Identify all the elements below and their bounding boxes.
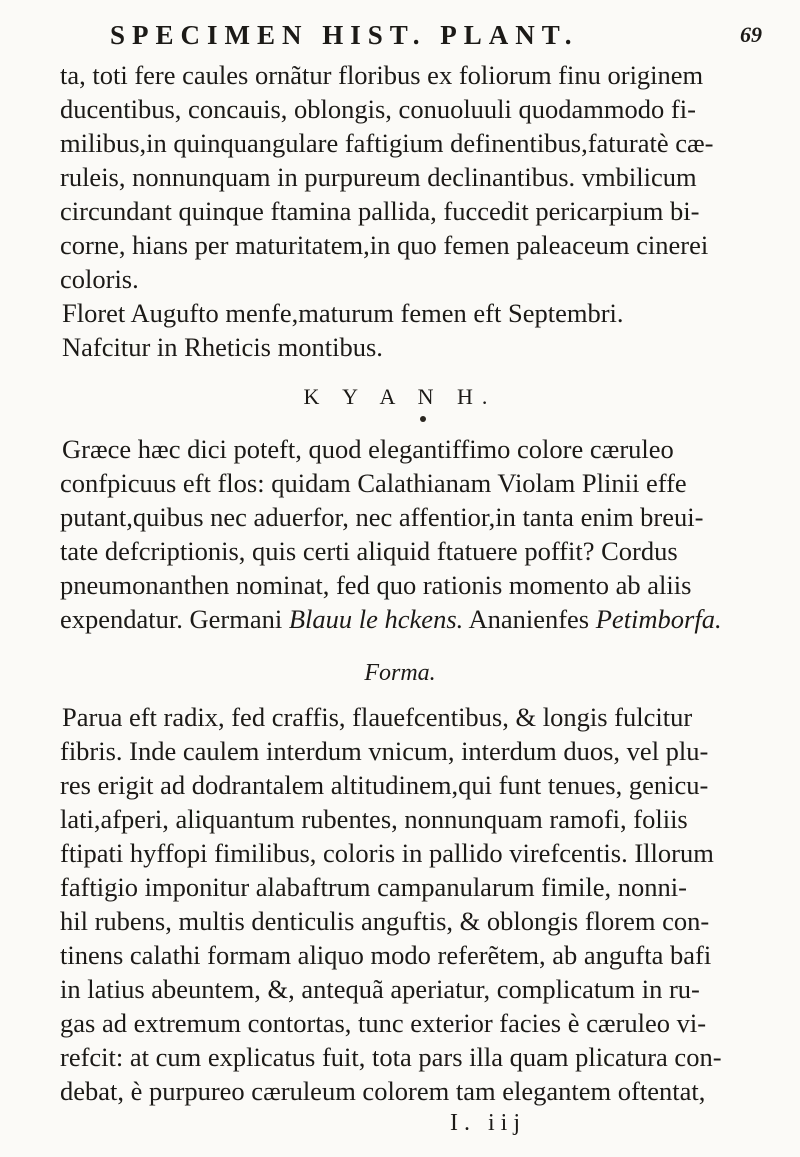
page-number: 69 [740, 22, 762, 47]
text-line: ducentibus, concauis, oblongis, conuoluuli quodammodo fi- [60, 94, 696, 124]
ink-dot [420, 416, 426, 422]
text-line: Floret Augufto menfe,maturum femen eft Septembri. [62, 298, 624, 328]
text-line: ruleis, nonnunquam in purpureum declinantibus. vmbilicum [60, 162, 697, 192]
text-line: milibus,in quinquangulare faftigium definentibus,faturatè cæ- [60, 128, 714, 158]
text-line: pneumonanthen nominat, fed quo rationis momento ab aliis [60, 570, 692, 600]
text-line: circundant quinque ftamina pallida, fuccedit pericarpium bi- [60, 196, 700, 226]
text-line: gas ad extremum contortas, tunc exterior facies è cæruleo vi- [60, 1008, 707, 1038]
text-line: ftipati hyffopi fimilibus, coloris in pallido virefcentis. Illorum [60, 838, 714, 868]
text-line: lati,afperi, aliquantum rubentes, nonnunquam ramofi, foliis [60, 804, 688, 834]
text-line: tate defcriptionis, quis certi aliquid ftatuere poffit? Cordus [60, 536, 678, 566]
text-line-mixed [60, 602, 722, 636]
running-title: SPECIMEN HIST. PLANT. [110, 20, 579, 50]
text-line: putant,quibus nec aduerfor, nec affentior,in tanta enim breui- [60, 502, 704, 532]
text-line: coloris. [60, 264, 139, 294]
text-span: Ananienfes [468, 604, 590, 634]
text-span: expendatur. Germani [60, 604, 283, 634]
text-line: ta, toti fere caules ornãtur floribus ex foliorum finu originem [60, 60, 704, 90]
text-line: fibris. Inde caulem interdum vnicum, interdum duos, vel plu- [60, 736, 709, 766]
signature-mark: I. iij [450, 1110, 526, 1136]
text-line: confpicuus eft flos: quidam Calathianam Violam Plinii effe [60, 468, 687, 498]
text-line: debat, è purpureo cæruleum colorem tam elegantem oftentat, [60, 1076, 706, 1106]
italic-local-name: Petimborfa. [595, 604, 722, 634]
text-line: faftigio imponitur alabaftrum campanularum fimile, nonni- [60, 872, 687, 902]
text-line: Græce hæc dici poteft, quod elegantiffimo colore cæruleo [62, 434, 674, 464]
text-line: tinens calathi formam aliquo modo referẽtem, ab angufta bafi [60, 940, 712, 970]
text-line: refcit: at cum explicatus fuit, tota pars illa quam plicatura con- [60, 1042, 722, 1072]
text-line: Parua eft radix, fed craffis, flauefcentibus, & longis fulcitur [62, 702, 693, 732]
text-line: hil rubens, multis denticulis anguftis, & oblongis florem con- [60, 906, 710, 936]
text-line: Nafcitur in Rheticis montibus. [62, 332, 383, 362]
section-title: K Y A N H. [303, 384, 497, 409]
text-line: corne, hians per maturitatem,in quo femen paleaceum cinerei [60, 230, 709, 260]
italic-german-name: Blauu le hckens. [288, 604, 464, 634]
running-header [90, 16, 770, 52]
text-line: in latius abeuntem, &, antequã aperiatur, complicatum in ru- [60, 974, 700, 1004]
subsection-title: Forma. [364, 660, 436, 686]
text-line: res erigit ad dodrantalem altitudinem,qui funt tenues, genicu- [60, 770, 709, 800]
